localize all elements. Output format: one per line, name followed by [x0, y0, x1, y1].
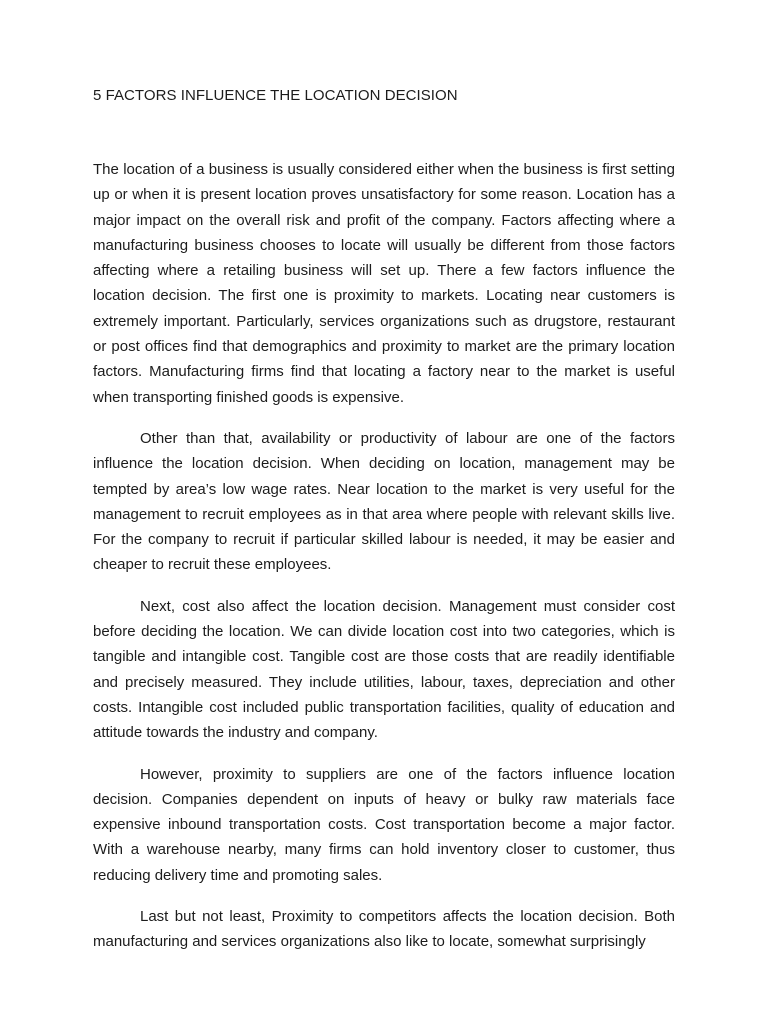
paragraph-cost: Next, cost also affect the location decision. Management must consider cost before deciding the location. We can divide location cost into two categories, which is tangible and intangible cost. Tangible cost are those costs that are readily identifiable and precisely measured. They include utilities, labour, taxes, depreciation and other costs. Intangible cost included public transportation facilities, quality of education and attitude towards the industry and company.: [93, 597, 675, 742]
paragraph-competitors: Last but not least, Proximity to competitors affects the location decision. Both manufacturing and services organizations also like to locate, somewhat surprisingly: [93, 908, 675, 951]
paragraph-suppliers: However, proximity to suppliers are one of the factors influence location decision. Companies dependent on inputs of heavy or bulky raw materials face expensive inbound transportation costs. Cost transportation become a major factor. With a warehouse nearby, many firms can hold inventory closer to customer, thus reducing delivery time and promoting sales.: [93, 765, 675, 884]
paragraph-intro-markets: The location of a business is usually considered either when the business is first setting up or when it is present location proves unsatisfactory for some reason. Location has a major impact on the overall risk and profit of the company. Factors affecting where a manufacturing business chooses to locate will usually be different from those factors affecting where a retailing business will set up. There a few factors influence the location decision. The first one is proximity to markets. Locating near customers is extremely important. Particularly, services organizations such as drugstore, restaurant or post offices find that demographics and proximity to market are the primary location factors. Manufacturing firms find that locating a factory near to the market is useful when transporting finished goods is expensive.: [93, 161, 675, 406]
document-body: [93, 84, 675, 971]
paragraph-labour: Other than that, availability or productivity of labour are one of the factors influence the location decision. When deciding on location, management may be tempted by area’s low wage rates. Near location to the market is very useful for the management to recruit employees as in that area where people with relevant skills live. For the company to recruit if particular skilled labour is needed, it may be easier and cheaper to recruit these employees.: [93, 429, 675, 574]
document-title: 5 FACTORS INFLUENCE THE LOCATION DECISION: [93, 87, 458, 104]
